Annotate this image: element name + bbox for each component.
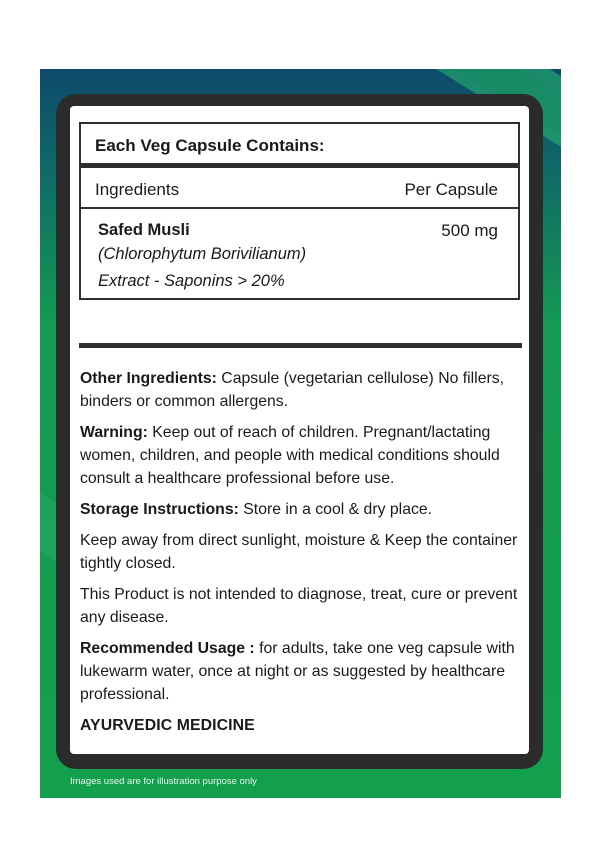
other-ingredients (80, 367, 520, 413)
supplement-facts-table (79, 122, 520, 300)
storage-instructions (80, 498, 520, 521)
usage-label: Recommended Usage : (80, 640, 255, 657)
storage-label: Storage Instructions: (80, 501, 239, 518)
label-body (80, 367, 520, 745)
ingredient-latin-name: (Chlorophytum Borivilianum) (98, 245, 307, 263)
label-frame (56, 94, 543, 769)
illustration-disclaimer: Images used are for illustration purpose only (70, 776, 257, 787)
not-intended-text: This Product is not intended to diagnose, treat, cure or prevent any disease. (80, 586, 518, 626)
keep-away-text: Keep away from direct sunlight, moisture & Keep the container tightly closed. (80, 532, 518, 572)
facts-title: Each Veg Capsule Contains: (95, 136, 325, 155)
column-header-ingredients: Ingredients (95, 180, 180, 199)
warning-text: Keep out of reach of children. Pregnant/lactating women, children, and people with medical conditions should consult a healthcare professional before use. (80, 424, 500, 487)
label-panel (70, 106, 529, 754)
section-divider (79, 343, 522, 348)
ingredient-amount: 500 mg (441, 221, 498, 240)
category-label: AYURVEDIC MEDICINE (80, 717, 255, 734)
product-pack (40, 69, 561, 798)
usage-text: for adults, take one veg capsule with lukewarm water, once at night or as suggested by healthcare professional. (80, 640, 515, 703)
recommended-usage (80, 637, 520, 706)
other-ingredients-text: Capsule (vegetarian cellulose) No fillers, binders or common allergens. (80, 370, 505, 410)
storage-text: Store in a cool & dry place. (238, 501, 433, 518)
facts-thin-rule (81, 207, 518, 209)
ingredient-extract: Extract - Saponins > 20% (98, 272, 285, 290)
column-header-per-capsule: Per Capsule (404, 180, 498, 199)
other-ingredients-label: Other Ingredients: (80, 370, 217, 387)
facts-thick-rule (81, 163, 518, 168)
ingredient-name: Safed Musli (98, 221, 190, 239)
warning-label: Warning: (80, 424, 148, 441)
warning (80, 421, 520, 490)
